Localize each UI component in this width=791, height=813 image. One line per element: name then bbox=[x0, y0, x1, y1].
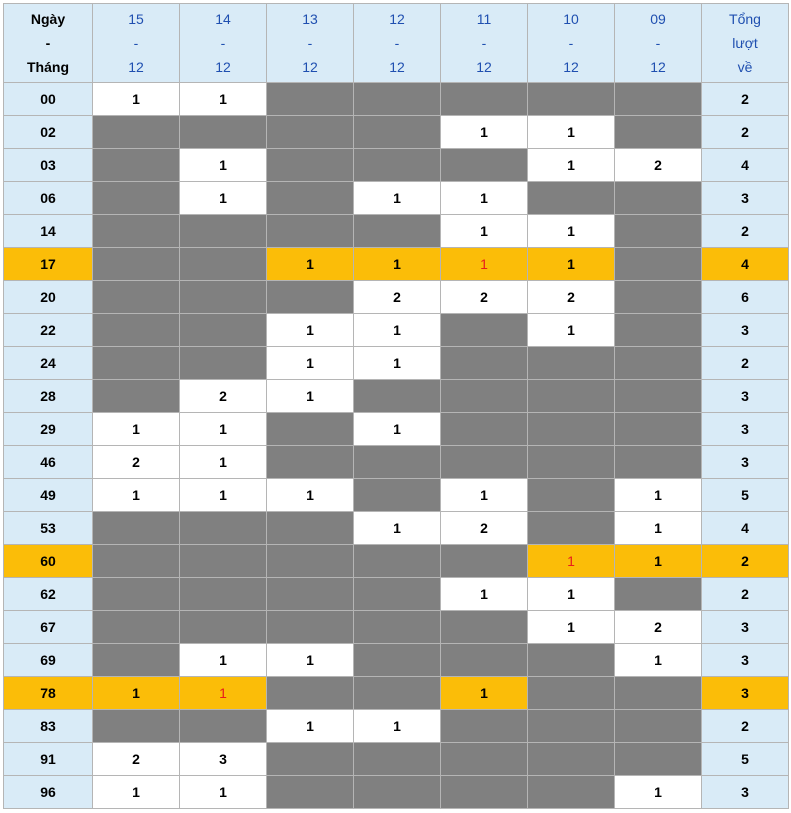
empty-cell bbox=[267, 182, 354, 215]
table-row bbox=[4, 215, 789, 248]
empty-cell bbox=[528, 776, 615, 809]
count-cell: 1 bbox=[441, 116, 528, 149]
count-cell: 1 bbox=[528, 545, 615, 578]
table-row bbox=[4, 314, 789, 347]
table-row bbox=[4, 248, 789, 281]
count-cell: 1 bbox=[441, 248, 528, 281]
empty-cell bbox=[93, 611, 180, 644]
empty-cell bbox=[615, 116, 702, 149]
header-label: lượt bbox=[732, 35, 758, 51]
empty-cell bbox=[528, 512, 615, 545]
empty-cell bbox=[180, 710, 267, 743]
total-count-cell: 2 bbox=[702, 116, 789, 149]
empty-cell bbox=[180, 545, 267, 578]
count-cell: 1 bbox=[180, 644, 267, 677]
empty-cell bbox=[615, 677, 702, 710]
lottery-number-cell: 46 bbox=[4, 446, 93, 479]
empty-cell bbox=[267, 611, 354, 644]
empty-cell bbox=[93, 710, 180, 743]
table-row bbox=[4, 83, 789, 116]
empty-cell bbox=[93, 314, 180, 347]
count-cell: 1 bbox=[267, 248, 354, 281]
empty-cell bbox=[180, 347, 267, 380]
empty-cell bbox=[267, 149, 354, 182]
lottery-number-cell: 83 bbox=[4, 710, 93, 743]
lottery-number-cell: 06 bbox=[4, 182, 93, 215]
count-cell: 1 bbox=[528, 149, 615, 182]
table-header bbox=[4, 4, 789, 83]
header-label: Tháng bbox=[27, 59, 69, 75]
empty-cell bbox=[615, 380, 702, 413]
empty-cell bbox=[615, 83, 702, 116]
header-label: 14 bbox=[215, 11, 231, 27]
empty-cell bbox=[528, 446, 615, 479]
table-row bbox=[4, 578, 789, 611]
empty-cell bbox=[267, 446, 354, 479]
table-row bbox=[4, 380, 789, 413]
table-row bbox=[4, 512, 789, 545]
count-cell: 2 bbox=[354, 281, 441, 314]
empty-cell bbox=[93, 512, 180, 545]
empty-cell bbox=[615, 413, 702, 446]
lottery-number-cell: 17 bbox=[4, 248, 93, 281]
total-count-cell: 3 bbox=[702, 380, 789, 413]
empty-cell bbox=[528, 677, 615, 710]
total-count-cell: 2 bbox=[702, 83, 789, 116]
empty-cell bbox=[267, 215, 354, 248]
empty-cell bbox=[441, 380, 528, 413]
header-label: 13 bbox=[302, 11, 318, 27]
empty-cell bbox=[267, 578, 354, 611]
lottery-number-cell: 78 bbox=[4, 677, 93, 710]
date-column-header bbox=[615, 4, 702, 83]
count-cell: 1 bbox=[180, 182, 267, 215]
empty-cell bbox=[354, 644, 441, 677]
empty-cell bbox=[441, 347, 528, 380]
empty-cell bbox=[528, 380, 615, 413]
header-label: 12 bbox=[389, 11, 405, 27]
total-count-cell: 4 bbox=[702, 149, 789, 182]
empty-cell bbox=[615, 743, 702, 776]
empty-cell bbox=[354, 83, 441, 116]
count-cell: 1 bbox=[180, 446, 267, 479]
lottery-number-cell: 62 bbox=[4, 578, 93, 611]
count-cell: 2 bbox=[615, 611, 702, 644]
empty-cell bbox=[267, 545, 354, 578]
table-row bbox=[4, 776, 789, 809]
empty-cell bbox=[93, 644, 180, 677]
empty-cell bbox=[441, 743, 528, 776]
lottery-number-cell: 67 bbox=[4, 611, 93, 644]
empty-cell bbox=[267, 281, 354, 314]
empty-cell bbox=[180, 116, 267, 149]
empty-cell bbox=[528, 743, 615, 776]
empty-cell bbox=[93, 215, 180, 248]
empty-cell bbox=[441, 413, 528, 446]
count-cell: 1 bbox=[615, 545, 702, 578]
header-label: - bbox=[568, 35, 574, 51]
lottery-number-cell: 02 bbox=[4, 116, 93, 149]
count-cell: 1 bbox=[528, 248, 615, 281]
empty-cell bbox=[615, 182, 702, 215]
table-row bbox=[4, 182, 789, 215]
table-row bbox=[4, 446, 789, 479]
count-cell: 1 bbox=[180, 776, 267, 809]
empty-cell bbox=[267, 743, 354, 776]
count-cell: 1 bbox=[93, 83, 180, 116]
empty-cell bbox=[528, 644, 615, 677]
lottery-number-cell: 28 bbox=[4, 380, 93, 413]
empty-cell bbox=[180, 281, 267, 314]
empty-cell bbox=[93, 281, 180, 314]
empty-cell bbox=[354, 776, 441, 809]
empty-cell bbox=[354, 380, 441, 413]
count-cell: 3 bbox=[180, 743, 267, 776]
table-row bbox=[4, 710, 789, 743]
lottery-number-cell: 91 bbox=[4, 743, 93, 776]
empty-cell bbox=[93, 347, 180, 380]
count-cell: 1 bbox=[528, 116, 615, 149]
empty-cell bbox=[267, 677, 354, 710]
empty-cell bbox=[354, 116, 441, 149]
total-count-cell: 2 bbox=[702, 545, 789, 578]
empty-cell bbox=[267, 413, 354, 446]
empty-cell bbox=[441, 314, 528, 347]
empty-cell bbox=[93, 380, 180, 413]
count-cell: 1 bbox=[615, 512, 702, 545]
empty-cell bbox=[441, 710, 528, 743]
total-count-cell: 3 bbox=[702, 776, 789, 809]
count-cell: 1 bbox=[267, 380, 354, 413]
empty-cell bbox=[354, 446, 441, 479]
count-cell: 1 bbox=[528, 578, 615, 611]
empty-cell bbox=[93, 248, 180, 281]
empty-cell bbox=[441, 545, 528, 578]
total-count-cell: 3 bbox=[702, 644, 789, 677]
lottery-number-cell: 14 bbox=[4, 215, 93, 248]
empty-cell bbox=[180, 578, 267, 611]
header-label: - bbox=[307, 35, 313, 51]
empty-cell bbox=[528, 182, 615, 215]
header-label: 12 bbox=[476, 59, 492, 75]
count-cell: 2 bbox=[180, 380, 267, 413]
count-cell: 2 bbox=[441, 512, 528, 545]
header-label: - bbox=[45, 35, 51, 51]
total-count-cell: 3 bbox=[702, 413, 789, 446]
empty-cell bbox=[267, 116, 354, 149]
header-label: Tổng bbox=[729, 11, 761, 27]
lottery-number-cell: 53 bbox=[4, 512, 93, 545]
count-cell: 1 bbox=[528, 611, 615, 644]
header-label: - bbox=[220, 35, 226, 51]
count-cell: 1 bbox=[354, 512, 441, 545]
empty-cell bbox=[93, 149, 180, 182]
table-row bbox=[4, 116, 789, 149]
empty-cell bbox=[267, 83, 354, 116]
header-label: - bbox=[481, 35, 487, 51]
empty-cell bbox=[93, 182, 180, 215]
date-column-header bbox=[354, 4, 441, 83]
empty-cell bbox=[615, 248, 702, 281]
total-count-cell: 3 bbox=[702, 611, 789, 644]
table-row bbox=[4, 743, 789, 776]
empty-cell bbox=[615, 281, 702, 314]
lottery-frequency-table bbox=[3, 3, 789, 809]
count-cell: 1 bbox=[441, 215, 528, 248]
date-month-header bbox=[4, 4, 93, 83]
empty-cell bbox=[528, 83, 615, 116]
count-cell: 1 bbox=[267, 479, 354, 512]
total-count-cell: 2 bbox=[702, 215, 789, 248]
header-label: 12 bbox=[650, 59, 666, 75]
table-row bbox=[4, 479, 789, 512]
table-row bbox=[4, 149, 789, 182]
count-cell: 1 bbox=[441, 578, 528, 611]
empty-cell bbox=[180, 248, 267, 281]
header-label: - bbox=[133, 35, 139, 51]
empty-cell bbox=[528, 479, 615, 512]
lottery-number-cell: 29 bbox=[4, 413, 93, 446]
table-row bbox=[4, 281, 789, 314]
count-cell: 1 bbox=[615, 479, 702, 512]
empty-cell bbox=[441, 446, 528, 479]
count-cell: 1 bbox=[93, 479, 180, 512]
count-cell: 1 bbox=[354, 314, 441, 347]
header-label: 15 bbox=[128, 11, 144, 27]
header-label: 12 bbox=[302, 59, 318, 75]
empty-cell bbox=[180, 611, 267, 644]
count-cell: 1 bbox=[180, 479, 267, 512]
count-cell: 1 bbox=[441, 182, 528, 215]
header-label: 12 bbox=[563, 59, 579, 75]
total-count-cell: 3 bbox=[702, 314, 789, 347]
header-label: 12 bbox=[215, 59, 231, 75]
lottery-number-cell: 03 bbox=[4, 149, 93, 182]
empty-cell bbox=[441, 83, 528, 116]
count-cell: 1 bbox=[354, 710, 441, 743]
count-cell: 1 bbox=[180, 413, 267, 446]
count-cell: 1 bbox=[354, 413, 441, 446]
empty-cell bbox=[615, 446, 702, 479]
count-cell: 1 bbox=[180, 83, 267, 116]
empty-cell bbox=[354, 215, 441, 248]
table-row bbox=[4, 545, 789, 578]
count-cell: 1 bbox=[267, 347, 354, 380]
count-cell: 1 bbox=[267, 710, 354, 743]
empty-cell bbox=[93, 116, 180, 149]
empty-cell bbox=[354, 149, 441, 182]
total-count-cell: 6 bbox=[702, 281, 789, 314]
header-label: về bbox=[737, 59, 753, 75]
empty-cell bbox=[441, 776, 528, 809]
empty-cell bbox=[615, 578, 702, 611]
total-count-cell: 2 bbox=[702, 578, 789, 611]
table-row bbox=[4, 677, 789, 710]
empty-cell bbox=[354, 479, 441, 512]
count-cell: 2 bbox=[441, 281, 528, 314]
table-row bbox=[4, 611, 789, 644]
count-cell: 1 bbox=[180, 677, 267, 710]
empty-cell bbox=[267, 776, 354, 809]
header-label: 09 bbox=[650, 11, 666, 27]
empty-cell bbox=[615, 215, 702, 248]
empty-cell bbox=[93, 578, 180, 611]
count-cell: 1 bbox=[528, 215, 615, 248]
date-column-header bbox=[180, 4, 267, 83]
count-cell: 1 bbox=[93, 677, 180, 710]
empty-cell bbox=[354, 611, 441, 644]
count-cell: 1 bbox=[267, 644, 354, 677]
date-column-header bbox=[267, 4, 354, 83]
lottery-number-cell: 00 bbox=[4, 83, 93, 116]
total-count-cell: 4 bbox=[702, 248, 789, 281]
empty-cell bbox=[528, 413, 615, 446]
empty-cell bbox=[615, 710, 702, 743]
total-count-cell: 2 bbox=[702, 710, 789, 743]
empty-cell bbox=[615, 347, 702, 380]
empty-cell bbox=[180, 314, 267, 347]
date-column-header bbox=[528, 4, 615, 83]
empty-cell bbox=[267, 512, 354, 545]
empty-cell bbox=[354, 578, 441, 611]
empty-cell bbox=[441, 644, 528, 677]
header-label: Ngày bbox=[30, 11, 66, 27]
total-count-cell: 2 bbox=[702, 347, 789, 380]
table-body bbox=[4, 83, 789, 809]
total-count-cell: 3 bbox=[702, 677, 789, 710]
total-count-cell: 5 bbox=[702, 743, 789, 776]
count-cell: 2 bbox=[615, 149, 702, 182]
header-label: 12 bbox=[128, 59, 144, 75]
count-cell: 2 bbox=[528, 281, 615, 314]
lottery-number-cell: 96 bbox=[4, 776, 93, 809]
count-cell: 1 bbox=[354, 248, 441, 281]
empty-cell bbox=[354, 743, 441, 776]
total-count-cell: 3 bbox=[702, 446, 789, 479]
header-label: 11 bbox=[476, 11, 492, 27]
total-count-cell: 4 bbox=[702, 512, 789, 545]
empty-cell bbox=[528, 710, 615, 743]
lottery-number-cell: 60 bbox=[4, 545, 93, 578]
date-column-header bbox=[93, 4, 180, 83]
header-label: - bbox=[394, 35, 400, 51]
table-row bbox=[4, 347, 789, 380]
empty-cell bbox=[180, 512, 267, 545]
total-count-cell: 5 bbox=[702, 479, 789, 512]
table-row bbox=[4, 644, 789, 677]
header-row bbox=[4, 4, 789, 83]
table-row bbox=[4, 413, 789, 446]
empty-cell bbox=[441, 611, 528, 644]
count-cell: 1 bbox=[267, 314, 354, 347]
lottery-number-cell: 20 bbox=[4, 281, 93, 314]
header-label: 12 bbox=[389, 59, 405, 75]
count-cell: 2 bbox=[93, 743, 180, 776]
count-cell: 1 bbox=[615, 644, 702, 677]
total-count-cell: 3 bbox=[702, 182, 789, 215]
lottery-number-cell: 24 bbox=[4, 347, 93, 380]
count-cell: 2 bbox=[93, 446, 180, 479]
empty-cell bbox=[615, 314, 702, 347]
count-cell: 1 bbox=[180, 149, 267, 182]
count-cell: 1 bbox=[354, 182, 441, 215]
count-cell: 1 bbox=[528, 314, 615, 347]
count-cell: 1 bbox=[354, 347, 441, 380]
header-label: 10 bbox=[563, 11, 579, 27]
empty-cell bbox=[180, 215, 267, 248]
count-cell: 1 bbox=[615, 776, 702, 809]
count-cell: 1 bbox=[93, 413, 180, 446]
empty-cell bbox=[441, 149, 528, 182]
empty-cell bbox=[354, 677, 441, 710]
lottery-number-cell: 49 bbox=[4, 479, 93, 512]
header-label: - bbox=[655, 35, 661, 51]
lottery-number-cell: 22 bbox=[4, 314, 93, 347]
count-cell: 1 bbox=[441, 479, 528, 512]
empty-cell bbox=[528, 347, 615, 380]
total-count-header bbox=[702, 4, 789, 83]
count-cell: 1 bbox=[441, 677, 528, 710]
date-column-header bbox=[441, 4, 528, 83]
lottery-number-cell: 69 bbox=[4, 644, 93, 677]
count-cell: 1 bbox=[93, 776, 180, 809]
empty-cell bbox=[354, 545, 441, 578]
empty-cell bbox=[93, 545, 180, 578]
